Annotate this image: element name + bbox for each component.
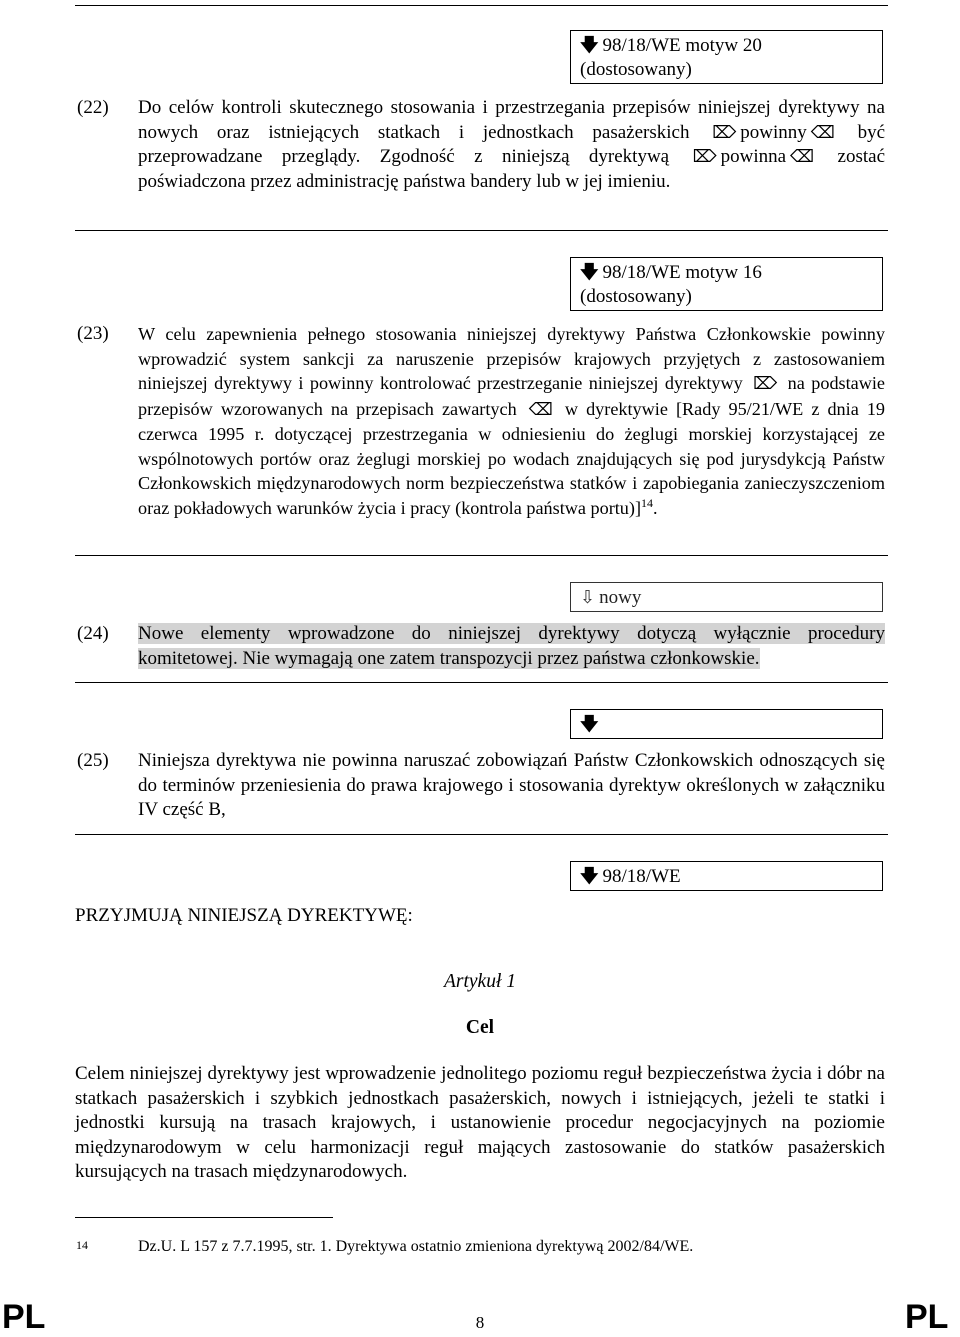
text-span: . <box>653 497 658 518</box>
source-tag-motyw-20 <box>570 30 883 84</box>
tag-line-1: nowy <box>599 587 642 608</box>
source-tag-empty <box>570 709 883 739</box>
footnote-ref[interactable]: 14 <box>641 495 654 510</box>
text-span: powinna <box>720 146 787 167</box>
text-span: w dyrektywie [Rady 95/21/WE z dnia 19 czerwca 1995 r. dotyczącej przestrzegania w odniesieniu do żeglugi morskiej korzystającej ze wspólnotowych portów oraz żeglugi morskiej po wodach znajdujących się pod jurysdykcją Państw Członkowskich międzynarodowych norm bezpieczeństwa statków i zapobiegania zanieczyszczeniom oraz pokładowych warunków życia i pracy (kontrola państwa portu)] <box>138 398 886 518</box>
article-title: Artykuł 1 <box>443 971 517 992</box>
section-rule <box>75 230 888 231</box>
text-span: na podstawie przepisów wzorowanych na przepisach zawartych <box>138 373 886 419</box>
arrow-down-bold-icon: 🡇 <box>580 35 599 56</box>
text-span: Do celów kontroli skutecznego stosowania i przestrzegania przepisów niniejszej dyrektywy na nowych oraz istniejących statkach i jednostkach pasażerskich <box>138 97 885 143</box>
recital-22-text <box>138 96 885 194</box>
arrow-down-bold-icon: 🡇 <box>580 262 599 283</box>
article-heading: Cel <box>465 1017 495 1038</box>
arrow-down-bold-icon: 🡇 <box>580 714 599 735</box>
section-rule <box>75 682 888 683</box>
insert-end-marker-icon: ⌫ <box>790 147 815 167</box>
footnote-text: Dz.U. L 157 z 7.7.1995, str. 1. Dyrektywa ostatnio zmieniona dyrektywą 2002/84/WE. <box>138 1238 694 1255</box>
tag-line-1: 98/18/WE <box>602 866 681 887</box>
insert-start-marker-icon: ⌦ <box>692 147 717 167</box>
text-span: zostać poświadczona przez administrację państwa bandery lub w jej imieniu. <box>138 146 886 192</box>
source-tag-nowy <box>570 582 883 612</box>
text-span: Niniejsza dyrektywa nie powinna naruszać zobowiązań Państw Członkowskich odnoszących się do terminów przeniesienia do prawa krajowego i stosowania dyrektyw określonych w załączniku IV część B, <box>138 750 885 820</box>
highlighted-text: Nowe elementy wprowadzone do niniejszej dyrektywy dotyczą wyłącznie procedury komitetowej. Nie wymagają one zatem transpozycji przez państwa członkowskie. <box>138 623 885 669</box>
source-tag-98-18-we <box>570 861 883 891</box>
recital-number: (23) <box>77 323 109 344</box>
article-text: Celem niniejszej dyrektywy jest wprowadzenie jednolitego poziomu reguł bezpieczeństwa życia i dóbr na statkach pasażerskich i szybkich jednostkach pasażerskich, nowych i istniejących, jeżeli te statki i jednostki kursują na trasach krajowych, i ustanowienie procedur negocjacyjnych na poziomie międzynarodowym w celu harmonizacji reguł mających zastosowanie do statków pasażerskich kursujących na trasach międzynarodowych. <box>75 1063 885 1183</box>
section-rule <box>75 834 888 835</box>
insert-end-marker-icon: ⌫ <box>528 399 553 420</box>
page-number: 8 <box>475 1313 485 1332</box>
insert-end-marker-icon: ⌫ <box>810 122 835 143</box>
recital-number: (22) <box>77 97 109 118</box>
footer-language-left: PL <box>2 1298 46 1336</box>
arrow-down-outline-icon: ⇩ <box>580 587 596 608</box>
tag-line-1: 98/18/WE motyw 20 <box>602 35 762 56</box>
tag-line-2: (dostosowany) <box>580 286 692 307</box>
tag-line-1: 98/18/WE motyw 16 <box>602 262 762 283</box>
insert-start-marker-icon: ⌦ <box>712 122 737 143</box>
text-span: W celu zapewnienia pełnego stosowania niniejszej dyrektywy Państwa Członkowskie powinny wprowadzić system sankcji za naruszenie przepisów krajowych przyjętych z zastosowaniem niniejszej dyrektywy i powinny kontrolować przestrzeganie niniejszej dyrektywy <box>138 324 885 393</box>
recital-25-text <box>138 749 885 823</box>
text-span: powinny <box>740 121 807 143</box>
insert-start-marker-icon: ⌦ <box>753 374 778 394</box>
source-tag-motyw-16 <box>570 257 883 311</box>
arrow-down-bold-icon: 🡇 <box>580 866 599 887</box>
top-rule <box>75 5 888 6</box>
footnote-number: 14 <box>76 1238 88 1252</box>
recital-number: (25) <box>77 750 109 771</box>
footnote-separator <box>75 1217 333 1218</box>
adoption-formula: PRZYJMUJĄ NINIEJSZĄ DYREKTYWĘ: <box>75 905 413 926</box>
text-span: być przeprowadzane przeglądy. Zgodność z niniejszą dyrektywą <box>138 121 886 167</box>
recital-23-text <box>138 322 885 520</box>
recital-24-text <box>138 622 885 671</box>
footer-language-right: PL <box>905 1298 949 1336</box>
recital-number: (24) <box>77 623 109 644</box>
section-rule <box>75 555 888 556</box>
tag-line-2: (dostosowany) <box>580 59 692 80</box>
